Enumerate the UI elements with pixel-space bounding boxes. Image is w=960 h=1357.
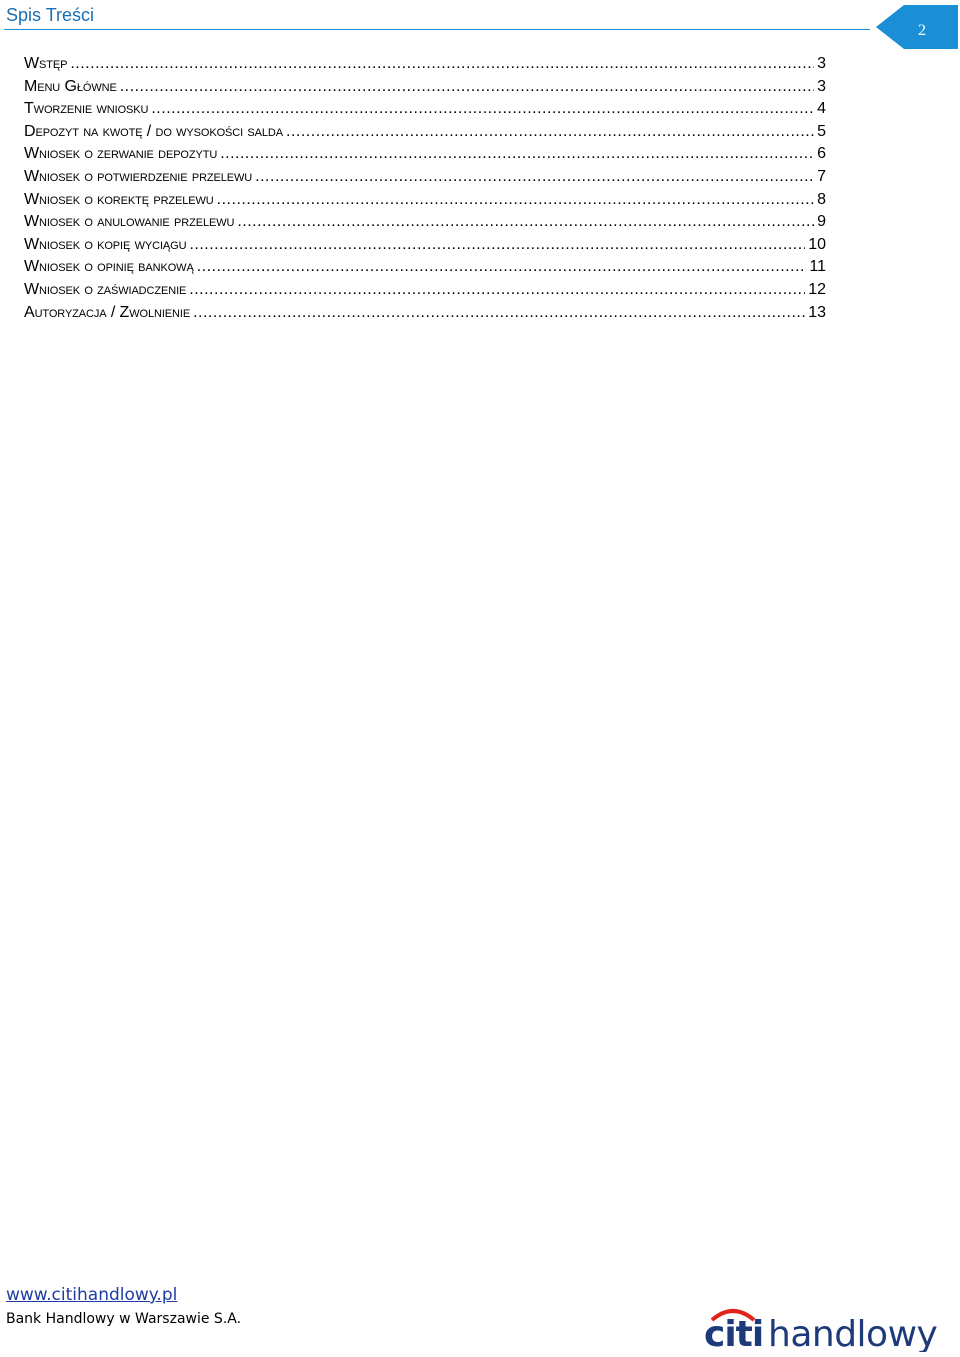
toc-dot-leader xyxy=(217,191,814,209)
toc-entry-page: 3 xyxy=(817,55,826,72)
toc-dot-leader xyxy=(220,145,814,163)
header-divider xyxy=(4,29,870,30)
toc-entry[interactable] xyxy=(24,258,826,281)
toc-entry-title: Menu Główne xyxy=(24,77,117,95)
toc-entry-title: Tworzenie wniosku xyxy=(24,100,149,118)
toc-entry-page: 4 xyxy=(817,100,826,118)
toc-dot-leader xyxy=(197,258,807,276)
toc-dot-leader xyxy=(189,281,805,299)
toc-entry[interactable] xyxy=(24,100,826,123)
toc-entry-page: 10 xyxy=(808,235,826,253)
toc-entry-page: 7 xyxy=(817,167,826,185)
toc-dot-leader xyxy=(255,168,814,186)
toc-dot-leader xyxy=(193,304,805,322)
toc-entry-page: 6 xyxy=(817,145,826,163)
svg-text:citi: citi xyxy=(704,1314,764,1352)
toc-entry-page: 8 xyxy=(817,190,826,208)
toc-entry-title: Wniosek o potwierdzenie przelewu xyxy=(24,167,253,185)
toc-entry-page: 13 xyxy=(808,303,826,321)
table-of-contents xyxy=(24,55,826,326)
toc-entry-title: Wniosek o anulowanie przelewu xyxy=(24,213,235,231)
toc-dot-leader xyxy=(70,55,814,73)
svg-text:handlowy: handlowy xyxy=(768,1314,938,1352)
toc-entry[interactable] xyxy=(24,281,826,304)
toc-entry-page: 5 xyxy=(817,122,826,140)
toc-entry[interactable] xyxy=(24,55,826,78)
toc-entry-page: 12 xyxy=(808,280,826,298)
toc-entry-title: Wniosek o zaświadczenie xyxy=(24,280,187,298)
citi-handlowy-logo xyxy=(700,1300,940,1352)
toc-entry-page: 9 xyxy=(817,213,826,231)
toc-entry[interactable] xyxy=(24,191,826,214)
toc-entry-title: Wniosek o korektę przelewu xyxy=(24,190,214,208)
toc-entry[interactable] xyxy=(24,213,826,236)
toc-dot-leader xyxy=(237,213,814,231)
toc-entry-title: Depozyt na kwotę / do wysokości salda xyxy=(24,122,284,140)
footer-company-name: Bank Handlowy w Warszawie S.A. xyxy=(6,1311,242,1327)
toc-entry-page: 3 xyxy=(817,77,826,95)
toc-entry[interactable] xyxy=(24,78,826,101)
toc-entry[interactable] xyxy=(24,145,826,168)
toc-dot-leader xyxy=(286,123,814,141)
toc-dot-leader xyxy=(189,236,805,254)
toc-entry[interactable] xyxy=(24,304,826,327)
toc-dot-leader xyxy=(120,78,814,96)
page-number: 2 xyxy=(918,22,926,39)
toc-entry-title: Autoryzacja / Zwolnienie xyxy=(24,303,191,321)
toc-entry-page: 11 xyxy=(809,258,826,276)
toc-entry[interactable] xyxy=(24,236,826,259)
toc-entry-title: Wniosek o zerwanie depozytu xyxy=(24,145,218,163)
toc-entry-title: Wniosek o opinię bankową xyxy=(24,258,194,276)
toc-entry-title: Wstęp xyxy=(24,55,68,72)
page-title: Spis Treści xyxy=(6,5,95,25)
toc-entry[interactable] xyxy=(24,123,826,146)
footer-website-link[interactable]: www.citihandlowy.pl xyxy=(6,1285,178,1305)
toc-entry-title: Wniosek o kopię wyciągu xyxy=(24,235,187,253)
toc-entry[interactable] xyxy=(24,168,826,191)
toc-dot-leader xyxy=(151,100,814,118)
